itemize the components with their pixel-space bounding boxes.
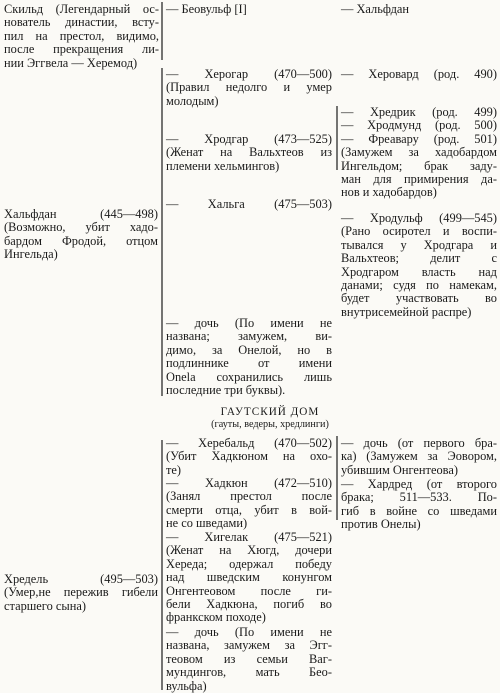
text-line: (Женат на Хюгд, дочери	[166, 543, 332, 558]
daughter-geat-first-entry	[341, 437, 497, 477]
text-line: — Херебальд (470—502)	[166, 436, 332, 450]
text-line: (Убит Хадкюном на охо-	[166, 449, 332, 464]
text-line: — Хальга (475—503)	[166, 197, 332, 211]
text-line: — Херогар (470—500)	[166, 67, 332, 81]
text-line: теовом из семьи Ваг-	[166, 651, 332, 666]
text-line: — Хадкюн (472—510)	[166, 476, 332, 490]
text-line: — Хигелак (475—521)	[166, 530, 332, 544]
text-line: — дочь (По имени не	[166, 625, 332, 639]
text-line: — Хродульф (499—545)	[341, 211, 497, 225]
text-line: — Фреавару (род. 501)	[341, 131, 497, 146]
text-line: убившим Онгентеова)	[341, 462, 458, 477]
text-line: Скильд (Легендарный ос-	[4, 2, 159, 16]
text-line: Вальхтеов; делит с	[341, 251, 497, 266]
text-line: (Умер,не пережив гибели	[4, 585, 158, 600]
text-line: ман для примирения да-	[341, 172, 497, 187]
text-line: Онгентеовом после ги-	[166, 583, 332, 598]
text-line: (Возможно, убит хадо-	[4, 220, 158, 235]
text-line: — Хальфдан	[341, 2, 410, 16]
heardred-entry	[341, 478, 497, 532]
text-line: вульфа)	[166, 678, 207, 693]
geat-house-title: ГАУТСКИЙ ДОМ	[220, 406, 320, 418]
herebeald-entry	[166, 437, 332, 477]
skyld-entry	[4, 3, 159, 70]
text-line: (Правил недолго и умер	[166, 80, 332, 95]
text-line: франкском походе)	[166, 610, 266, 625]
text-line: после прекращения ли-	[4, 42, 159, 57]
text-line: — дочь (По имени не	[166, 316, 332, 330]
halga-entry	[166, 198, 332, 211]
halfdan-child-entry	[341, 3, 409, 16]
text-line: — дочь (от первого бра-	[341, 436, 497, 450]
heroward-entry	[341, 68, 497, 81]
text-line: — Хредрик (род. 499)	[341, 105, 497, 119]
text-line: — Хродмунд (род. 500)	[341, 118, 497, 133]
text-line: молодым)	[166, 93, 219, 108]
text-line: против Онелы)	[341, 517, 421, 532]
hrethel-entry	[4, 573, 158, 613]
text-line: брака; 511—533. По-	[341, 490, 497, 505]
text-line: Хредель (495—503)	[4, 572, 158, 586]
text-line: бардом Фродой, отцом	[4, 233, 158, 248]
text-line: будет участвовать во	[341, 291, 497, 306]
text-line: те)	[166, 462, 182, 477]
text-line: последние три буквы).	[166, 383, 286, 398]
text-line: бели Хадкюна, погиб во	[166, 597, 332, 612]
text-line: димо, за Онелой, но в	[166, 342, 332, 357]
text-line: названа, замужем за Эгг-	[166, 638, 332, 653]
text-line: нов и хадобардов)	[341, 185, 437, 200]
text-line: Хальфдан (445—498)	[4, 207, 158, 221]
text-line: Хродгаром власть над	[341, 264, 497, 279]
text-line: племени хельмингов)	[166, 158, 280, 173]
beowulf-i-entry	[166, 3, 247, 16]
daughter-geat-entry	[166, 626, 332, 693]
hrethric-hrothmund-freawaru-entry	[341, 106, 497, 200]
text-line: (Женат на Вальхтеов из	[166, 145, 332, 160]
herogar-entry	[166, 68, 332, 108]
hrothgar-entry	[166, 133, 332, 173]
text-line: — Беовульф [I]	[166, 2, 247, 16]
text-line: нии Эггвела — Херемод)	[4, 55, 138, 70]
text-line: тывался у Хродгара и	[341, 237, 497, 252]
text-line: (Рано осиротел и воспи-	[341, 224, 497, 239]
text-line: не со шведами)	[166, 516, 248, 531]
text-line: смерти отца, убит в вой-	[166, 502, 332, 517]
text-line: подлиннике от имени	[166, 356, 332, 371]
text-line: ка) (Замужем за Эовором,	[341, 449, 497, 464]
text-line: старшего сына)	[4, 598, 86, 613]
text-line: данами; судя по намекам,	[341, 278, 497, 293]
text-line: Хереда; одержал победу	[166, 556, 332, 571]
text-line: внутрисемейной распре)	[341, 304, 472, 319]
text-line: (Замужем за хадобардом	[341, 145, 497, 160]
text-line: пил на престол, видимо,	[4, 28, 159, 43]
text-line: (Занял престол после	[166, 489, 332, 504]
text-line: нователь династии, всту-	[4, 15, 159, 30]
hygelac-entry	[166, 531, 332, 625]
text-line: названа; замужем, ви-	[166, 329, 332, 344]
text-line: — Херовард (род. 490)	[341, 67, 497, 81]
text-line: Onela сохранились лишь	[166, 369, 332, 384]
daughter-dane-entry	[166, 317, 332, 397]
text-line: — Хардред (от второго	[341, 477, 497, 491]
text-line: Ингельда)	[4, 247, 58, 262]
haethcyn-entry	[166, 477, 332, 531]
text-line: — Хродгар (473—525)	[166, 132, 332, 146]
text-line: Ингельдом; брак заду-	[341, 158, 497, 173]
text-line: гиб в войне со шведами	[341, 503, 497, 518]
hrothulf-entry	[341, 212, 497, 319]
geat-house-subtitle: (гауты, ведеры, хредлинги)	[211, 419, 329, 430]
text-line: над шведским конунгом	[166, 570, 332, 585]
text-line: мундингов, мать Бео-	[166, 665, 332, 680]
halfdan-entry	[4, 208, 158, 262]
